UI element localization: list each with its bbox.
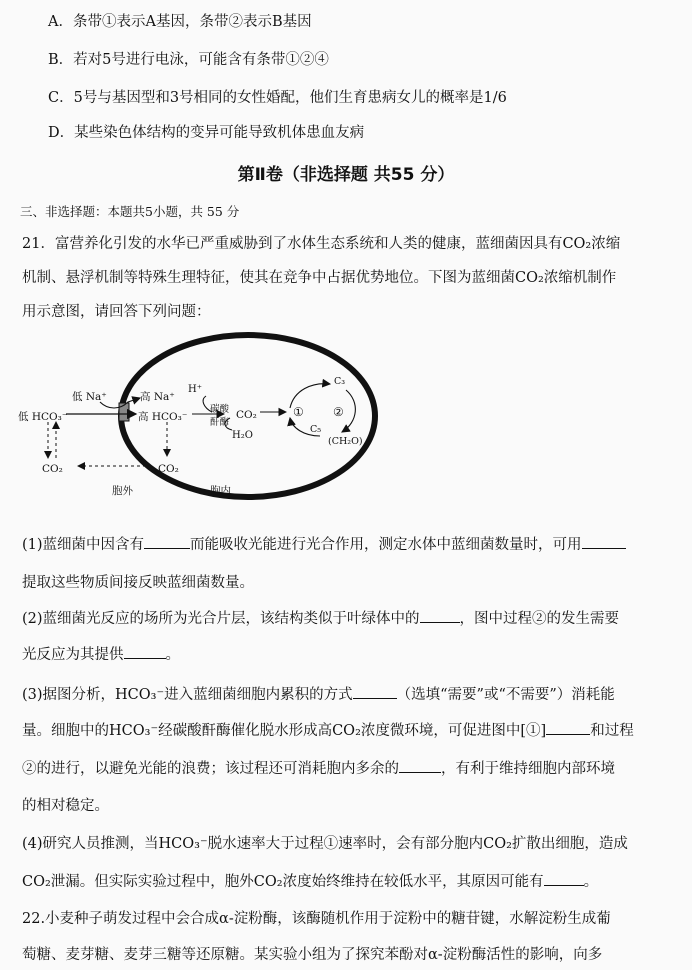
- q21-part3-line-3: ②的进行，以避免光能的浪费；该过程还可消耗胞内多余的 ，有利于维持细胞内部环境: [22, 761, 615, 777]
- q21-intro-line-3: 用示意图，请回答下列问题：: [22, 304, 211, 320]
- label-h2o: H₂O: [232, 430, 253, 441]
- q21-part2-line-1: (2)蓝细菌光反应的场所为光合片层，该结构类似于叶绿体中的 ，图中过程②的发生需要: [22, 611, 620, 627]
- answer-blank[interactable]: [420, 610, 460, 623]
- answer-blank[interactable]: [582, 536, 626, 549]
- label-high-hco3: 高 HCO₃⁻: [138, 411, 188, 423]
- cycle-arc-right: [342, 390, 355, 432]
- label-co2-cytosol: CO₂: [158, 463, 179, 475]
- q21-part2-line-2: 光反应为其提供 。: [22, 647, 180, 663]
- answer-blank[interactable]: [546, 722, 590, 735]
- option-d: D．某些染色体结构的变异可能导致机体患血友病: [48, 125, 365, 141]
- label-outside: 胞外: [112, 485, 133, 497]
- answer-blank[interactable]: [353, 686, 397, 699]
- answer-blank[interactable]: [144, 536, 190, 549]
- label-ch2o: (CH₂O): [328, 436, 363, 447]
- q21-part1-line-2: 提取这些物质间接反映蓝细菌数量。: [22, 575, 254, 591]
- option-c: C．5号与基因型和3号相同的女性婚配，他们生育患病女儿的概率是1/6: [48, 90, 507, 106]
- q22-line-1: 22.小麦种子萌发过程中会合成α-淀粉酶，该酶随机作用于淀粉中的糖苷键，水解淀粉生成葡: [22, 911, 611, 927]
- q21-part4-line-1: (4)研究人员推测，当HCO₃⁻脱水速率大于过程①速率时，会有部分胞内CO₂扩散出细胞，造成: [22, 836, 628, 852]
- label-step-1: ①: [293, 405, 304, 419]
- q21-part3-line-4: 的相对稳定。: [22, 798, 109, 814]
- co2-concentrating-diagram: [16, 332, 396, 507]
- label-c5: C₅: [310, 424, 322, 435]
- q21-part1-line-1: (1)蓝细菌中因含有 而能吸收光能进行光合作用，测定水体中蓝细菌数量时，可用: [22, 533, 626, 554]
- answer-blank[interactable]: [399, 760, 441, 773]
- label-enzyme-2: 酐酶: [210, 417, 230, 428]
- q21-part3-line-2: 量。细胞中的HCO₃⁻经碳酸酐酶催化脱水形成高CO₂浓度微环境，可促进图中[①] 和过程: [22, 723, 634, 739]
- section-title: 第Ⅱ卷（非选择题 共55 分）: [237, 165, 455, 185]
- label-low-na: 低 Na⁺: [72, 391, 107, 403]
- label-co2-inside: CO₂: [236, 409, 257, 421]
- q21-part4-line-2: CO₂泄漏。但实际实验过程中，胞外CO₂浓度始终维持在较低水平，其原因可能有 。: [22, 874, 599, 890]
- section-note: 三、非选择题：本题共5小题，共 55 分: [20, 204, 240, 219]
- label-h-plus: H⁺: [188, 384, 202, 395]
- label-step-2: ②: [333, 405, 344, 419]
- label-inside: 胞内: [210, 485, 231, 497]
- q21-intro-line-2: 机制、悬浮机制等特殊生理特征，使其在竞争中占据优势地位。下图为蓝细菌CO₂浓缩机制作: [22, 270, 617, 286]
- answer-blank[interactable]: [544, 873, 584, 886]
- label-co2-outside: CO₂: [42, 463, 63, 475]
- label-low-hco3: 低 HCO₃⁻: [18, 411, 68, 423]
- label-high-na: 高 Na⁺: [140, 391, 175, 403]
- label-enzyme-1: 碳酸: [210, 404, 230, 415]
- option-a: A．条带①表示A基因，条带②表示B基因: [48, 14, 312, 30]
- q21-part3-line-1: (3)据图分析，HCO₃⁻进入蓝细菌细胞内累积的方式 （选填“需要”或“不需要”）消耗能: [22, 687, 615, 703]
- label-c3: C₃: [334, 376, 346, 387]
- option-b: B．若对5号进行电泳，可能含有条带①②④: [48, 52, 329, 68]
- q21-intro-line-1: 21．富营养化引发的水华已严重威胁到了水体生态系统和人类的健康，蓝细菌因具有CO₂浓缩: [22, 236, 621, 252]
- q22-line-2: 萄糖、麦芽糖、麦芽三糖等还原糖。某实验小组为了探究苯酚对α-淀粉酶活性的影响，向多: [22, 947, 603, 963]
- answer-blank[interactable]: [124, 646, 166, 659]
